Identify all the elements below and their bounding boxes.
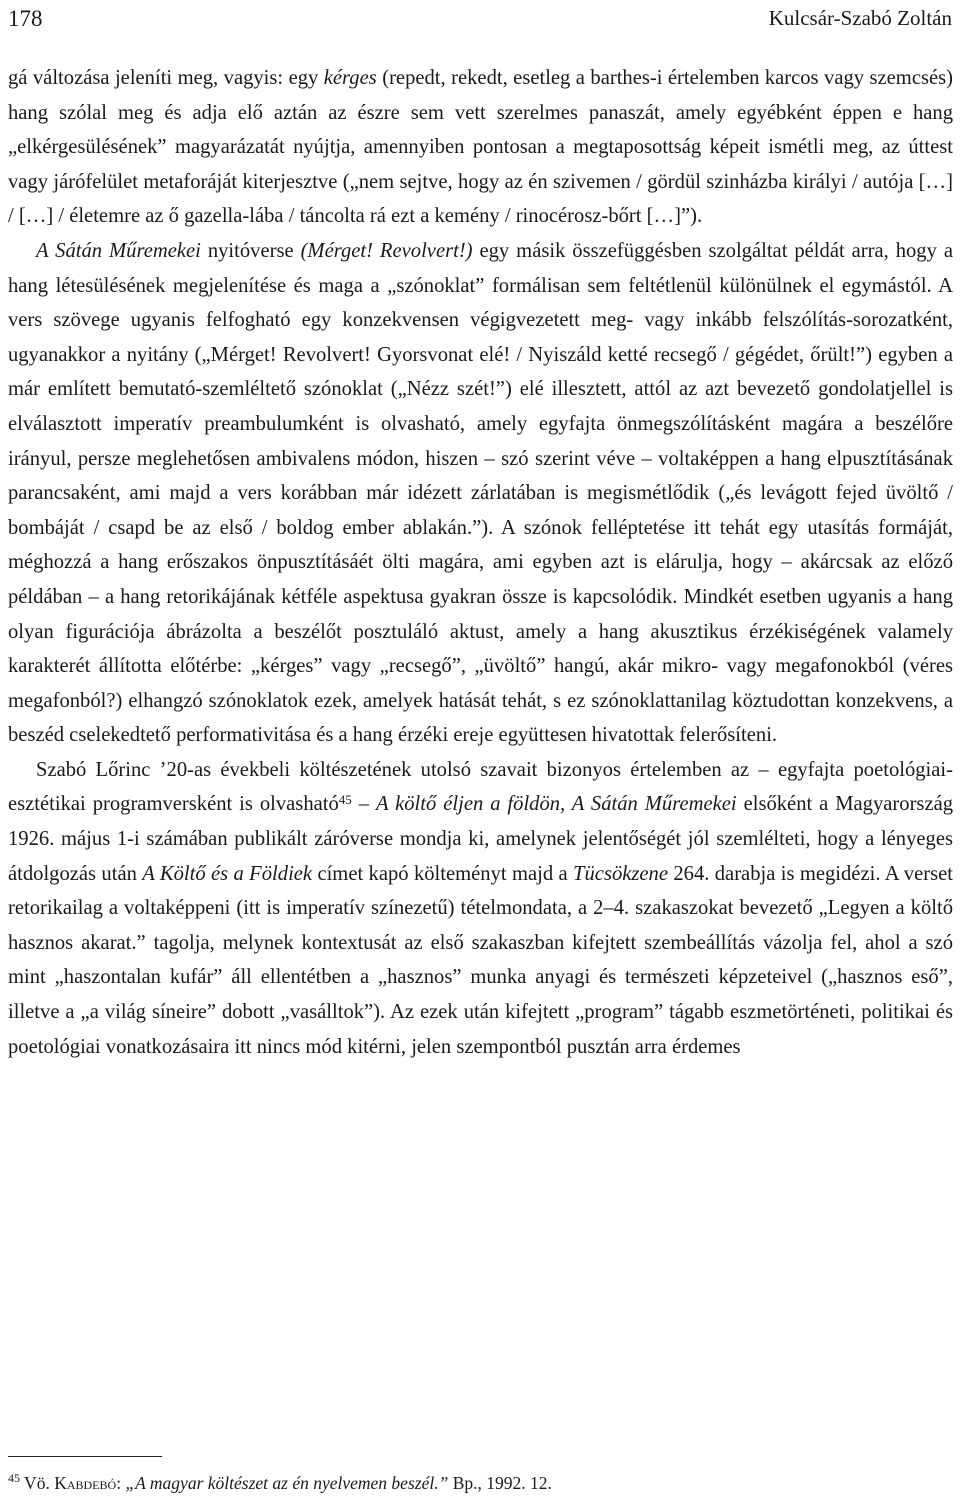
footnote	[8, 1471, 552, 1495]
italic-run: (Mérget! Revolvert!)	[300, 239, 473, 262]
italic-run: A költő éljen a földön, A Sátán Műremekei	[375, 793, 737, 816]
text-run: elsőként a Magyarország 1926. május 1-i számában publikált záróverse mondja ki, amelynek jelentőségét jól szemlélteti, hogy a lényeges átdolgozás után	[8, 793, 954, 885]
footnote-number: 45	[8, 1471, 20, 1486]
page-header	[8, 2, 952, 36]
italic-run: Tücsökzene	[573, 862, 668, 885]
footnote-author: Kabdebó	[54, 1473, 117, 1493]
text-run: Szabó Lőrinc ’20-as évekbeli költészetének utolsó szavait bizonyos értelemben az – egyfajta poetológiai-esztétikai programversként is olvasható	[8, 758, 953, 816]
italic-run: kérges	[323, 67, 377, 89]
footnote-reference[interactable]: 45	[338, 792, 352, 808]
text-run: gá változása jeleníti meg, vagyis: egy	[8, 67, 324, 89]
text-run: 264. darabja is megidézi. A verset retorikailag a voltaképpeni (itt is imperatív színezetű) tételmondata, a 2–4. szakaszokat bevezető „Legyen a költő hasznos akarat.” tagolja, melynek kontextusát az első szakaszban kifejtett szembeállítás vázolja fel, ahol a szó mint „haszontalan kufár” áll ellentétben a „hasznos” munka anyagi és természeti képzeteivel („hasznos eső”, illetve a „a világ síneire” dobott „vasálltok”). Az ezek után kifejtett „program” tágabb eszmetörténeti, politikai és poetológiai vonatkozásaira itt nincs mód kitérni, jelen szempontból pusztán arra érdemes	[8, 862, 953, 1058]
footnote-text: :	[116, 1473, 126, 1493]
paragraph-3	[8, 753, 953, 1064]
footnote-divider	[8, 1456, 162, 1457]
text-run: nyitóverse	[200, 239, 301, 262]
paragraph-2	[8, 234, 953, 753]
page-number: 178	[8, 6, 43, 31]
paragraph-1	[8, 61, 953, 234]
italic-run: A Költő és a Földiek	[142, 862, 313, 885]
italic-run: A Sátán Műremekei	[36, 239, 201, 262]
text-run: (repedt, rekedt, esetleg a barthes-i értelemben karcos vagy szemcsés) hang szólal meg és adja elő aztán az észre sem vett szerelmes panaszát, amely egyébként éppen e hang „elkérgesülésének” magyarázatát nyújtja, amennyiben pontosan a megtaposottság képeit ismétli meg, az úttest vagy járófelület metaforáját kiterjesztve („nem sejtve, hogy az én szivemen / gördül szinházba királyi / autója […] / […] / életemre az ő gazella-lába / táncolta rá ezt a kemény / rinocérosz-bőrt […]”).	[8, 67, 953, 228]
text-run: –	[351, 793, 376, 816]
text-run: egy másik összefüggésben szolgáltat példát arra, hogy a hang létesülésének megjelenítése és maga a „szónoklat” formálisan sem feltétlenül különülnek el egymástól. A vers szövege ugyanis felfogható egy konzekvensen végigvezetett meg- vagy inkább felszólítás-sorozatként, ugyanakkor a nyitány („Mérget! Revolvert! Gyorsvonat elé! / Nyiszáld ketté recsegő / gégédet, őrült!”) egyben a már említett bemutató-szemléltető szónoklat („Nézz szét!”) elé illesztett, attól az azt bevezető gondolatjellel is elválasztott imperatív preambulumként is olvasható, amely egyfajta önmegszólításként magára a beszélőre irányul, persze meglehetősen ambivalens módon, hiszen – szó szerint véve – voltaképpen a hang elpusztításának parancsaként, ami majd a vers korábban már idézett zárlatában is megismétlődik („és levágott fejed üvöltő / bombáját / csapd be az első / boldog ember ablakán.”). A szónok felléptetése itt tehát egy utasítás formáját, méghozzá a hang erőszakos önpusztításáét ölti magára, ami egyben azt is elárulja, hogy – akárcsak az előző példában – a hang retorikájának kétféle aspektusa gyakran össze is kapcsolódik. Mindkét esetben ugyanis a hang olyan figurációja ábrázolta a beszélőt posztuláló aktust, amely a hang akusztikus érzékiségének valamely karakterét állította előtérbe: „kérges” vagy „recsegő”, „üvöltő” hangú, akár mikro- vagy megafonokból (véres megafonból?) elhangzó szónoklatok ezek, amelyek hatását tehát, s ez szónoklattanilag köztudottan konzekvens, a beszéd cselekedtető performativitása és a hang érzéki ereje együttesen hivatottak felerősíteni.	[8, 239, 953, 747]
footnote-title: „A magyar költészet az én nyelvemen beszél.”	[125, 1473, 449, 1493]
footnote-text: Bp., 1992. 12.	[448, 1473, 552, 1493]
body-text	[8, 61, 953, 1064]
running-head: Kulcsár-Szabó Zoltán	[768, 6, 952, 30]
text-run: címet kapó költeményt majd a	[312, 862, 574, 885]
footnote-text: Vö.	[20, 1473, 55, 1493]
